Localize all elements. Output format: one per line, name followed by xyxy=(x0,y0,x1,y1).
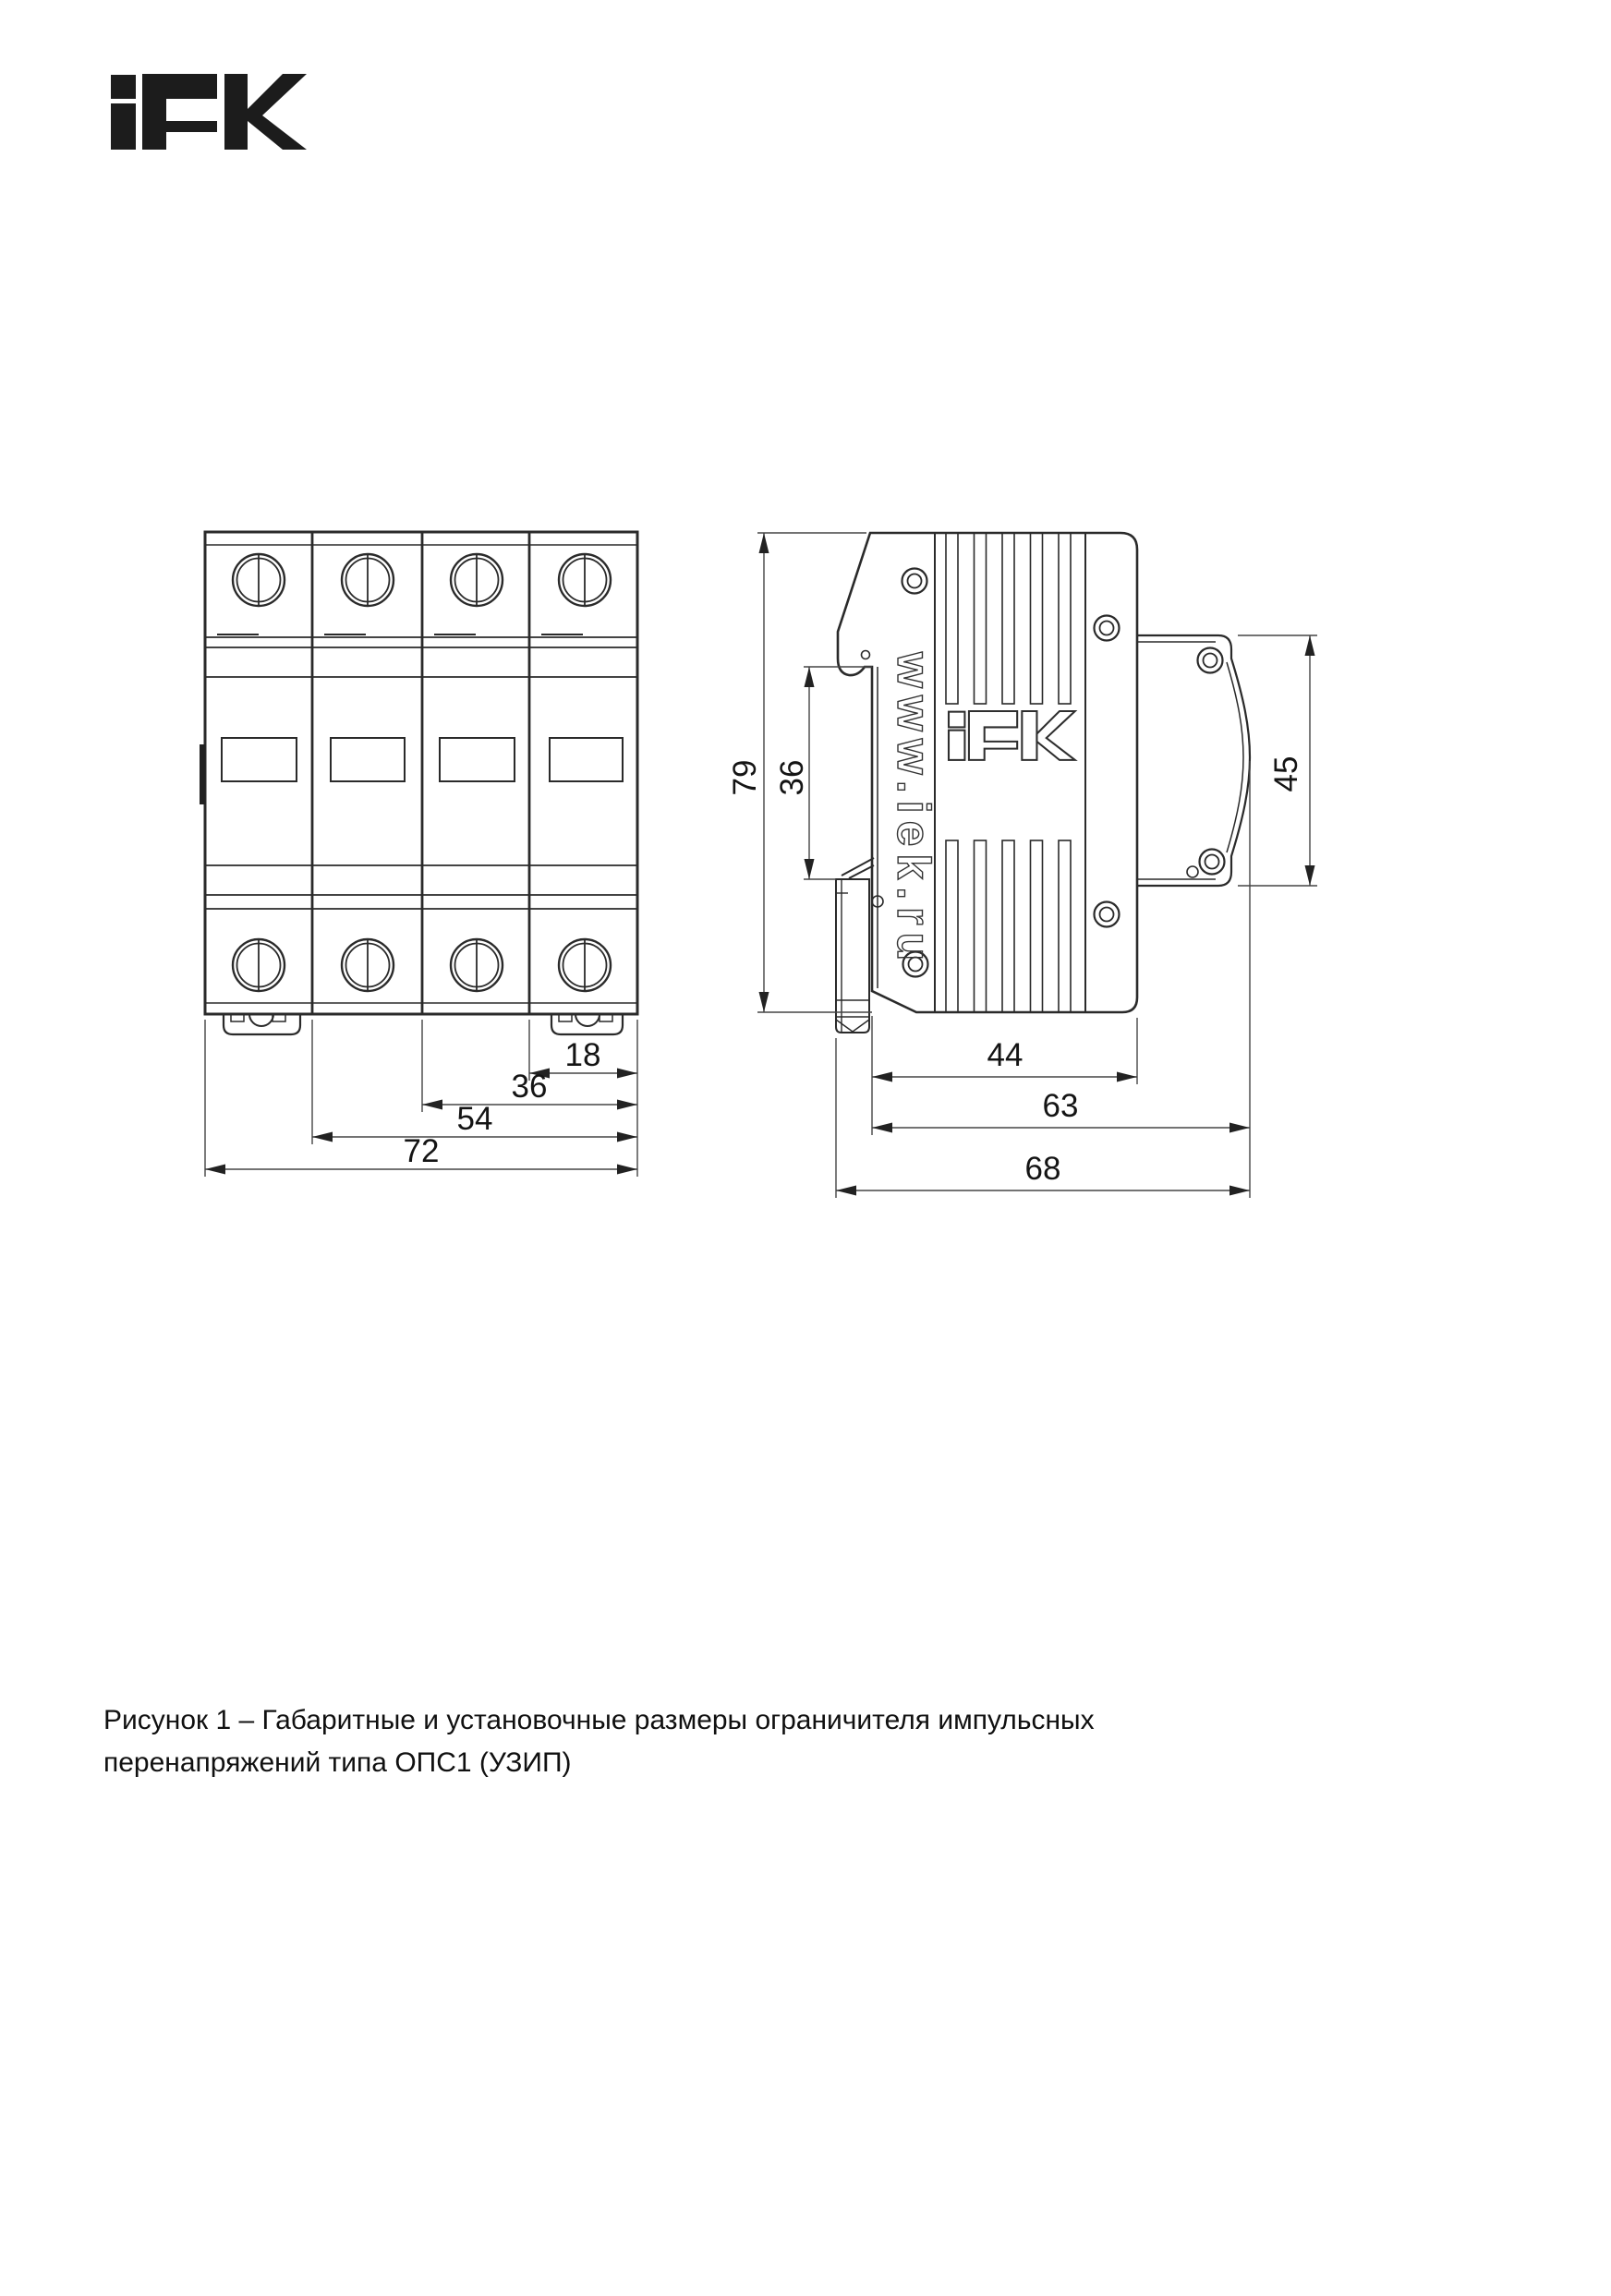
dim-54: 54 xyxy=(456,1101,493,1137)
dim-68: 68 xyxy=(1024,1151,1061,1187)
dim-79: 79 xyxy=(727,759,763,796)
figure-caption-line1: Рисунок 1 – Габаритные и установочные размеры ограничителя импульсных xyxy=(103,1705,1095,1735)
interlock-pin xyxy=(200,744,205,804)
figure-caption xyxy=(103,1699,1120,1784)
dim-45: 45 xyxy=(1268,755,1304,792)
vent-slots-upper xyxy=(946,533,1071,704)
iek-brand-logo xyxy=(111,74,307,150)
dim-36-front: 36 xyxy=(511,1069,548,1105)
dim-36-side: 36 xyxy=(774,759,810,796)
din-latch xyxy=(836,858,874,1033)
front-view xyxy=(200,532,637,1034)
vent-slots-lower xyxy=(946,840,1071,1012)
dim-44: 44 xyxy=(987,1037,1024,1073)
website-text: www.iek.ru xyxy=(888,652,939,969)
figure-caption-line2: перенапряжений типа ОПС1 (УЗИП) xyxy=(103,1747,572,1778)
dim-18: 18 xyxy=(564,1037,601,1073)
side-view xyxy=(836,533,1250,1033)
dim-63: 63 xyxy=(1042,1088,1079,1124)
side-body-outline xyxy=(838,533,1137,1012)
dim-72: 72 xyxy=(403,1133,440,1169)
terminal-clamp xyxy=(1137,635,1250,886)
emboss-iek-logo xyxy=(949,711,1075,760)
rivets xyxy=(902,569,1225,977)
module-dividers xyxy=(312,532,529,1014)
side-view-dimensions xyxy=(757,533,1317,1198)
din-clips xyxy=(224,1014,623,1034)
